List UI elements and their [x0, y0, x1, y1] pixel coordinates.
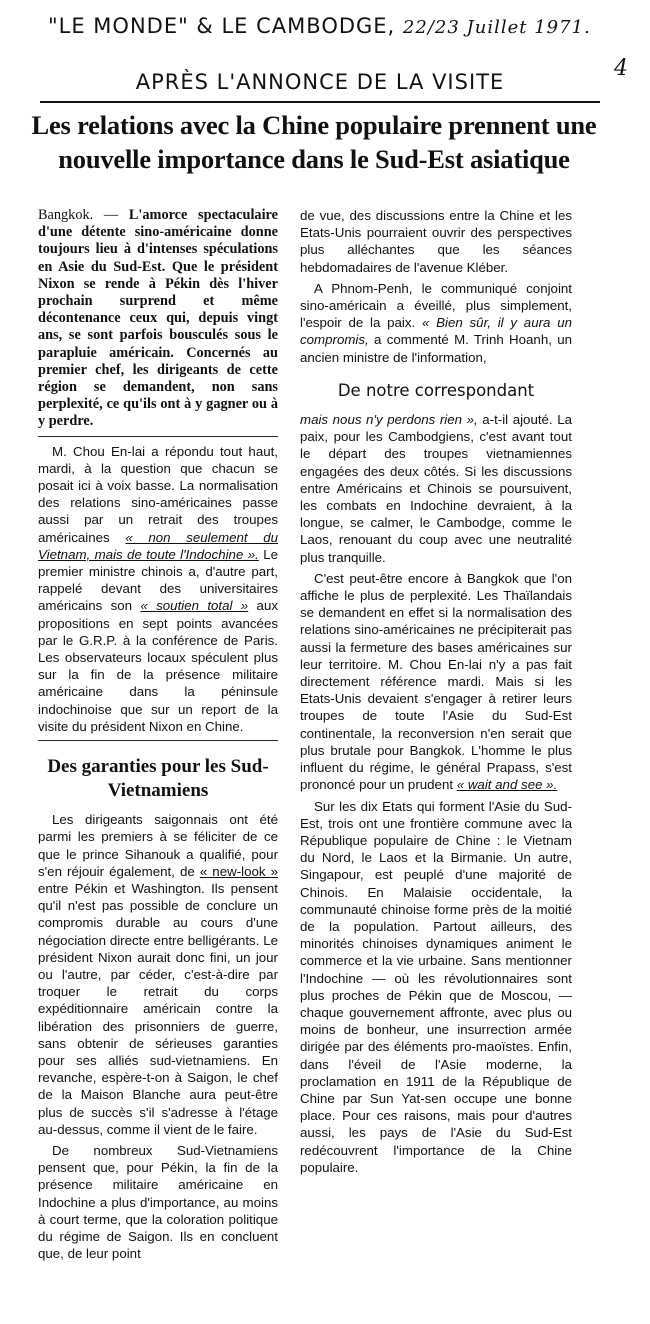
paragraph-text: aux propositions en sept points avancées par le G.R.P. à la conférence de Paris. Les observateurs locaux spéculent plus sur la fin de la présence militaire américaine dans la péninsule indochinoise que sur un report de la visite du président Nixon en Chine. — [38, 598, 278, 734]
kicker: APRÈS L'ANNONCE DE LA VISITE — [135, 70, 505, 94]
quote: « soutien total » — [140, 598, 249, 614]
correspondent-line: De notre correspondant — [337, 380, 535, 400]
paragraph-text: C'est peut-être encore à Bangkok que l'on affiche le plus de perplexité. Les Thaïlandais se demandent en effet si la normalisation des relations sino-américaines ne précipiterait pas aussi la fermeture des bases américaines sur leur territoire. M. Chou En-lai n'y a pas fait directement référence mardi. Mais si les Etats-Unis devaient s'engager à retirer leurs troupes de toute l'Asie du Sud-Est continentale, la reconversion n'en serait que plus brutale pour Bangkok. L'homme le plus influent du régime, le général Prapass, s'est prononcé pour un prudent — [300, 570, 572, 793]
headline: Les relations avec la Chine populaire prennent une nouvelle importance dans le Sud-Est asiatique — [31, 110, 597, 174]
paragraph-text: a-t-il ajouté. La paix, pour les Cambodgiens, c'est avant tout le départ des troupes vietnamiennes engagées des deux côtés. Si les discussions entre Américains et Chinois se poursuivent, les combats en Indochine devraient, à la longue, se calmer, le Cambodge, comme le Laos, renouant du coup avec une neutralité plus tranquille. — [300, 412, 572, 565]
paragraph — [300, 411, 572, 566]
quote: « Bien sûr, il y aura un compromis, — [300, 315, 572, 348]
quote: « wait and see ». — [456, 777, 558, 793]
paragraph-text: Le premier ministre chinois a, d'autre part, rappelé devant des universitaires américains son — [38, 546, 278, 614]
column-right — [300, 207, 572, 1180]
paragraph — [38, 811, 278, 1138]
date-note: 22/23 Juillet 1971. — [402, 17, 591, 38]
divider — [38, 436, 278, 437]
source-note: "LE MONDE" & LE CAMBODGE, — [48, 14, 396, 38]
divider — [38, 740, 278, 741]
handwritten-source-note — [48, 14, 628, 38]
paragraph: Sur les dix Etats qui forment l'Asie du Sud-Est, trois ont une frontière commune avec la République populaire de Chine : le Vietnam du Nord, le Laos et la Birmanie. Un autre, Singapour, est peuplé d'une majorité de Chinois. En Malaisie occidentale, la communauté chinoise forme près de la moitié de la population. Partout ailleurs, des minorités chinoises dynamiques animent le commerce et la vie urbaine. Sans mentionner l'Indochine — où les révolutionnaires sont plus proches de Pékin que de Moscou, — chaque gouvernement affronte, avec plus ou moins de bonheur, une insurrection armée dirigée par des éléments pro-maoïstes. Enfin, dans l'éveil de l'Asie moderne, la proclamation en 1911 de la République de Chine par Sun Yat-sen occupe une bonne place. Pour ces raisons, mais pour d'autres aussi, les pays de l'Asie du Sud-Est redécouvrent l'importance de la Chine populaire. — [300, 798, 572, 1175]
paragraph: de vue, des discussions entre la Chine et les Etats-Unis pourraient ouvrir des perspectives plus alléchantes que les séances hebdomadaires de l'avenue Kléber. — [300, 208, 572, 275]
page-number: 4 — [614, 56, 628, 81]
paragraph — [300, 280, 572, 366]
paragraph — [300, 570, 572, 794]
kicker-rule — [40, 101, 600, 103]
paragraph-text: A Phnom-Penh, le communiqué conjoint sino-américain a éveillé, plus simplement, l'espoir de la paix. — [300, 280, 572, 331]
lede-paragraph — [38, 207, 278, 431]
paragraph-text: entre Pékin et Washington. Ils pensent qu'il n'est pas possible de conclure un compromis durable au cours d'une négociation directe entre belligérants. Le président Nixon aurait donc fini, un jour ou l'autre, par céder, c'est-à-dire par troquer le retrait du corps expéditionnaire américain contre la libération des prisonniers de guerre, sans obtenir de sérieuses garanties pour ses alliés sud-vietnamiens. En revanche, espère-t-on à Saigon, le chef de la Maison Blanche aura peut-être plus de succès s'il s'adresse à l'étage au-dessus, comme il vient de le faire. — [38, 880, 278, 1137]
paragraph: De nombreux Sud-Vietnamiens pensent que, pour Pékin, la fin de la présence militaire américaine en Indochine a plus d'importance, au moins à court terme, que la coloration politique du régime de Saigon. Ils en concluent que, de leur point — [38, 1142, 278, 1262]
quote: mais nous n'y perdons rien », — [300, 412, 478, 428]
dateline: Bangkok. — — [38, 207, 119, 223]
subheading: Des garanties pour les Sud-Vietnamiens — [47, 756, 269, 802]
paragraph-text: M. Chou En-lai a répondu tout haut, mardi, à la question que chacun se posait ici à voix basse. La normalisation des relations sino-américaines passe aussi par un retrait des troupes américaines — [38, 443, 278, 545]
column-left — [38, 207, 278, 1266]
lede-text: L'amorce spectaculaire d'une détente sino-américaine donne toujours lieu à d'intenses spéculations en Asie du Sud-Est. Que le président Nixon se rende à Pékin dès l'hiver prochain surprend et même décontenance ceux qui, depuis vingt ans, se sont parfois bousculés sous le parapluie américain. Concernés au premier chef, les dirigeants de cette région se demandent, non sans perplexité, ce qu'ils ont à y gagner ou à y perdre. — [38, 207, 278, 430]
paragraph-text: a commenté M. Trinh Hoanh, un ancien ministre de l'information, — [300, 332, 572, 365]
quote: « new-look » — [199, 863, 278, 879]
paragraph-text: Les dirigeants saigonnais ont été parmi les premiers à se féliciter de ce que le prince Sihanouk a qualifié, pour s'en réjouir également, de — [38, 812, 278, 879]
paragraph — [38, 443, 278, 735]
quote: « non seulement du Vietnam, mais de toute l'Indochine ». — [38, 529, 278, 562]
